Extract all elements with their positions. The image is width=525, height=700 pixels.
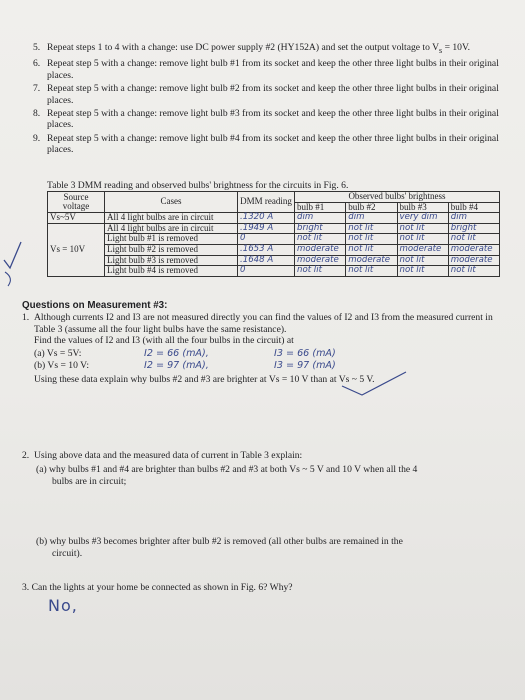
question-2a: (a) why bulbs #1 and #4 are brighter than bulbs #2 and #3 at both Vs ~ 5 V and 10 V when all the 4 [36, 464, 418, 475]
answer-i3: I3 = 66 (mA) [274, 347, 336, 359]
bulb-cell: not lit [346, 266, 397, 277]
question-2 [22, 450, 502, 560]
header-bulb-2: bulb #2 [346, 202, 397, 213]
dmm-table [47, 191, 500, 277]
question-text: Although currents I2 and I3 are not measured directly you can find the values of I2 and I3 from the measured current in Table 3 (assume all the four light bulbs have the same resistance). [34, 312, 493, 335]
question-text: Can the lights at your home be connected as shown in Fig. 6? Why? [31, 582, 293, 593]
voltage-cell: Vs = 10V [48, 223, 105, 276]
case-cell: Light bulb #1 is removed [105, 234, 238, 245]
voltage-cell: Vs~5V [48, 213, 105, 224]
step-number: 5. [33, 42, 41, 53]
bulb-cell: not lit [295, 234, 346, 245]
bulb-cell: dim [295, 213, 346, 224]
case-cell: Light bulb #3 is removed [105, 255, 238, 266]
answer-line-a [22, 348, 502, 360]
answer-i2: I2 = 66 (mA), [144, 347, 209, 359]
step-number: 8. [33, 107, 41, 119]
table-row [48, 223, 500, 234]
step-8 [33, 108, 503, 131]
checkmark-icon [340, 368, 410, 398]
bulb-cell: not lit [295, 266, 346, 277]
question-number: 1. [22, 312, 30, 323]
case-cell: Light bulb #4 is removed [105, 266, 238, 277]
step-number: 6. [33, 58, 41, 70]
bulb-cell: bright [295, 223, 346, 234]
bulb-cell: moderate [295, 244, 346, 255]
bulb-cell: dim [448, 213, 499, 224]
bulb-cell: not lit [448, 234, 499, 245]
table-row [48, 234, 500, 245]
answer-line-b [22, 360, 502, 372]
header-dmm: DMM reading [238, 192, 295, 213]
answer-i3: I3 = 97 (mA) [274, 360, 336, 372]
question-2b-cont: circuit). [52, 548, 83, 559]
case-cell: All 4 light bulbs are in circuit [105, 223, 238, 234]
table-header-row [48, 192, 500, 203]
bulb-cell: moderate [346, 255, 397, 266]
questions-heading: Questions on Measurement #3: [22, 300, 168, 311]
step-tail: = 10V. [442, 42, 471, 53]
answer-label: (a) Vs = 5V: [34, 347, 82, 359]
header-observed: Observed bulbs' brightness [295, 192, 500, 203]
dmm-cell: .1648 A [238, 255, 295, 266]
header-bulb-4: bulb #4 [448, 202, 499, 213]
bulb-cell: dim [346, 213, 397, 224]
header-source-voltage: Source voltage [48, 192, 105, 213]
bulb-cell: bright [448, 223, 499, 234]
answer-label: (b) Vs = 10 V: [34, 360, 89, 372]
bulb-cell: not lit [448, 266, 499, 277]
question-3 [22, 582, 502, 593]
bulb-cell: not lit [397, 266, 448, 277]
handwritten-answer: No, [48, 596, 78, 615]
table-caption: Table 3 DMM reading and observed bulbs' brightness for the circuits in Fig. 6. [47, 180, 349, 191]
bulb-cell: moderate [295, 255, 346, 266]
bulb-cell: moderate [397, 244, 448, 255]
dmm-cell: .1653 A [238, 244, 295, 255]
table-row [48, 266, 500, 277]
question-2a-cont: bulbs are in circuit; [52, 476, 127, 487]
question-number: 3. [22, 582, 30, 593]
bulb-cell: not lit [397, 255, 448, 266]
dmm-cell: .1320 A [238, 213, 295, 224]
header-bulb-3: bulb #3 [397, 202, 448, 213]
bulb-cell: not lit [346, 223, 397, 234]
question-number: 2. [22, 450, 30, 461]
header-cases: Cases [105, 192, 238, 213]
question-1 [22, 312, 502, 386]
bulb-cell: not lit [346, 244, 397, 255]
dmm-cell: 0 [238, 234, 295, 245]
header-bulb-1: bulb #1 [295, 202, 346, 213]
bulb-cell: not lit [346, 234, 397, 245]
question-explain: Using these data explain why bulbs #2 and #3 are brighter at Vs = 10 V than at Vs ~ 5 V. [34, 373, 375, 385]
step-number: 7. [33, 83, 41, 95]
question-find: Find the values of I2 and I3 (with all the four bulbs in the circuit) at [34, 335, 294, 347]
step-text: Repeat step 5 with a change: remove light bulb #3 from its socket and keep the other three light bulbs in their original places. [47, 107, 499, 131]
bulb-cell: very dim [397, 213, 448, 224]
checkmark-icon [2, 238, 24, 288]
step-9 [33, 133, 503, 156]
step-6 [33, 58, 503, 81]
step-text: Repeat step 5 with a change: remove light bulb #1 from its socket and keep the other three light bulbs in their original places. [47, 58, 499, 81]
step-subscript: s [439, 45, 443, 55]
step-number: 9. [33, 132, 41, 144]
step-text: Repeat step 5 with a change: remove light bulb #2 from its socket and keep the other three light bulbs in their original places. [47, 83, 499, 106]
step-text: Repeat steps 1 to 4 with a change: use DC power supply #2 (HY152A) and set the output voltage to V [47, 42, 440, 53]
case-cell: Light bulb #2 is removed [105, 244, 238, 255]
bulb-cell: not lit [397, 223, 448, 234]
step-5 [33, 42, 503, 56]
answer-i2: I2 = 97 (mA), [144, 360, 209, 372]
bulb-cell: moderate [448, 255, 499, 266]
question-2b: (b) why bulbs #3 becomes brighter after bulb #2 is removed (all other bulbs are remained in the [36, 536, 403, 547]
question-text: Using above data and the measured data of current in Table 3 explain: [34, 450, 303, 461]
bulb-cell: not lit [397, 234, 448, 245]
table-row [48, 213, 500, 224]
table-row [48, 244, 500, 255]
dmm-cell: 0 [238, 266, 295, 277]
step-7 [33, 83, 503, 106]
step-text: Repeat step 5 with a change: remove light bulb #4 from its socket and keep the other three light bulbs in their original places. [47, 132, 499, 156]
procedure-steps [33, 42, 503, 158]
bulb-cell: moderate [448, 244, 499, 255]
dmm-cell: .1949 A [238, 223, 295, 234]
case-cell: All 4 light bulbs are in circuit [105, 213, 238, 224]
table-row [48, 255, 500, 266]
